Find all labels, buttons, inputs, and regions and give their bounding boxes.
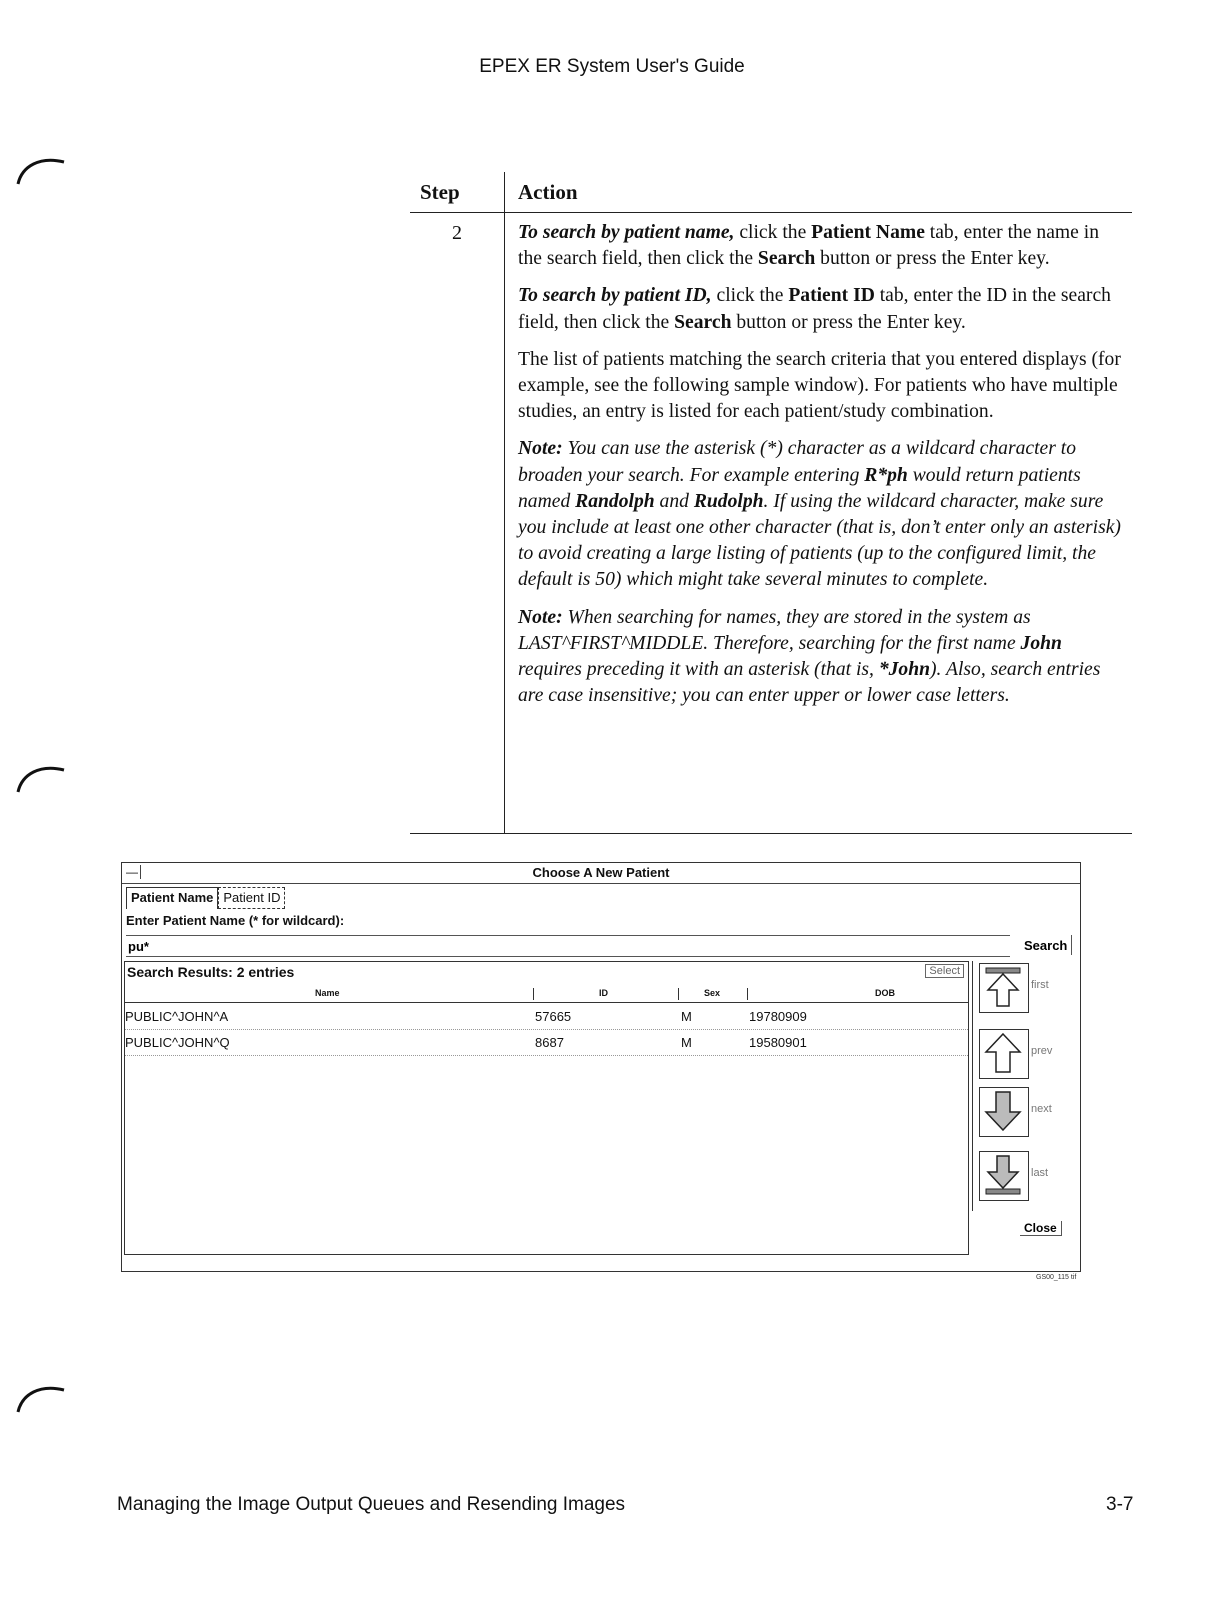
dialog-titlebar — [122, 863, 1080, 884]
cell-sex: M — [681, 1009, 692, 1024]
choose-patient-dialog — [121, 862, 1081, 1272]
column-separator[interactable] — [678, 988, 679, 1000]
table-row[interactable] — [125, 1029, 968, 1056]
next-label: next — [1031, 1103, 1052, 1115]
results-count-label: Search Results: 2 entries — [127, 964, 295, 980]
bottom-rule — [410, 833, 1132, 834]
page-header: EPEX ER System User's Guide — [479, 56, 745, 77]
footer-page-number: 3-7 — [1106, 1494, 1134, 1515]
cell-dob: 19580901 — [749, 1035, 807, 1050]
results-paragraph: The list of patients matching the search criteria that you entered displays (for example, see the following sample window). For patients who have multiple studies, an entry is listed for each patient/study combination. — [518, 348, 1121, 423]
column-header-name[interactable]: Name — [315, 988, 340, 998]
patient-search-input[interactable] — [126, 935, 1010, 957]
name-format-note: Note: When searching for names, they are stored in the system as LAST^FIRST^MIDDLE. Therefore, searching for the first name John requires preceding it with an asterisk (that is, *John). Also, search entries are case insensitive; you can enter upper or lower case letters. — [518, 606, 1101, 707]
prev-label: prev — [1031, 1045, 1053, 1057]
arrow-down-icon — [980, 1088, 1026, 1134]
cell-name: PUBLIC^JOHN^A — [125, 1009, 229, 1024]
arrow-first-icon — [980, 964, 1026, 1010]
table-row[interactable] — [125, 1002, 968, 1030]
column-header-dob[interactable]: DOB — [875, 988, 895, 998]
select-button[interactable]: Select — [925, 964, 964, 978]
arrow-last-icon — [980, 1152, 1026, 1198]
last-label: last — [1031, 1167, 1049, 1179]
window-menu-button[interactable]: — — [124, 865, 141, 879]
cell-dob: 19780909 — [749, 1009, 807, 1024]
search-field-label: Enter Patient Name (* for wildcard): — [126, 913, 345, 928]
cell-sex: M — [681, 1035, 692, 1050]
first-label: first — [1031, 979, 1049, 991]
header-rule — [410, 212, 1132, 213]
column-separator[interactable] — [747, 988, 748, 1000]
column-separator[interactable] — [533, 988, 534, 1000]
search-results-panel — [124, 961, 969, 1255]
search-by-name-paragraph: To search by patient name, click the Patient Name tab, enter the name in the search field, then click the Search button or press the Enter key. — [518, 222, 1099, 270]
dialog-title: Choose A New Patient — [532, 865, 670, 880]
close-button[interactable]: Close — [1020, 1221, 1062, 1236]
step-action-table — [410, 172, 1132, 834]
tab-patient-id[interactable]: Patient ID — [218, 887, 285, 909]
cell-id: 57665 — [535, 1009, 572, 1024]
wildcard-note: Note: You can use the asterisk (*) character as a wildcard character to broaden your search. For example entering R*ph would return patients named Randolph and Rudolph. If using the wildcard character, make sure you include at least one other character (that is, don’t enter only an asterisk) to avoid creating a large listing of patients (up to the configured limit, the default is 50) which might take several minutes to complete. — [518, 438, 1121, 591]
navigation-panel — [972, 961, 1059, 1211]
binder-mark-icon — [12, 1380, 72, 1420]
action-column-header: Action — [518, 180, 578, 204]
first-button[interactable] — [979, 963, 1029, 1013]
tab-patient-name[interactable]: Patient Name — [126, 887, 218, 909]
action-cell — [518, 220, 1123, 720]
step-number: 2 — [452, 222, 462, 244]
column-header-sex[interactable]: Sex — [704, 988, 721, 998]
cell-name: PUBLIC^JOHN^Q — [125, 1035, 230, 1050]
next-button[interactable] — [979, 1087, 1029, 1137]
search-button[interactable]: Search — [1020, 935, 1072, 955]
binder-mark-icon — [12, 152, 72, 192]
column-divider — [504, 172, 505, 834]
binder-mark-icon — [12, 760, 72, 800]
tab-bar — [126, 887, 285, 909]
search-by-id-paragraph: To search by patient ID, click the Patient ID tab, enter the ID in the search field, then click the Search button or press the Enter key. — [518, 285, 1111, 333]
arrow-up-icon — [980, 1030, 1026, 1076]
figure-id: GS00_115 tif — [1036, 1274, 1077, 1281]
cell-id: 8687 — [535, 1035, 564, 1050]
prev-button[interactable] — [979, 1029, 1029, 1079]
footer-section-title: Managing the Image Output Queues and Resending Images — [117, 1494, 626, 1515]
last-button[interactable] — [979, 1151, 1029, 1201]
column-header-id[interactable]: ID — [599, 988, 608, 998]
step-column-header: Step — [420, 180, 460, 204]
